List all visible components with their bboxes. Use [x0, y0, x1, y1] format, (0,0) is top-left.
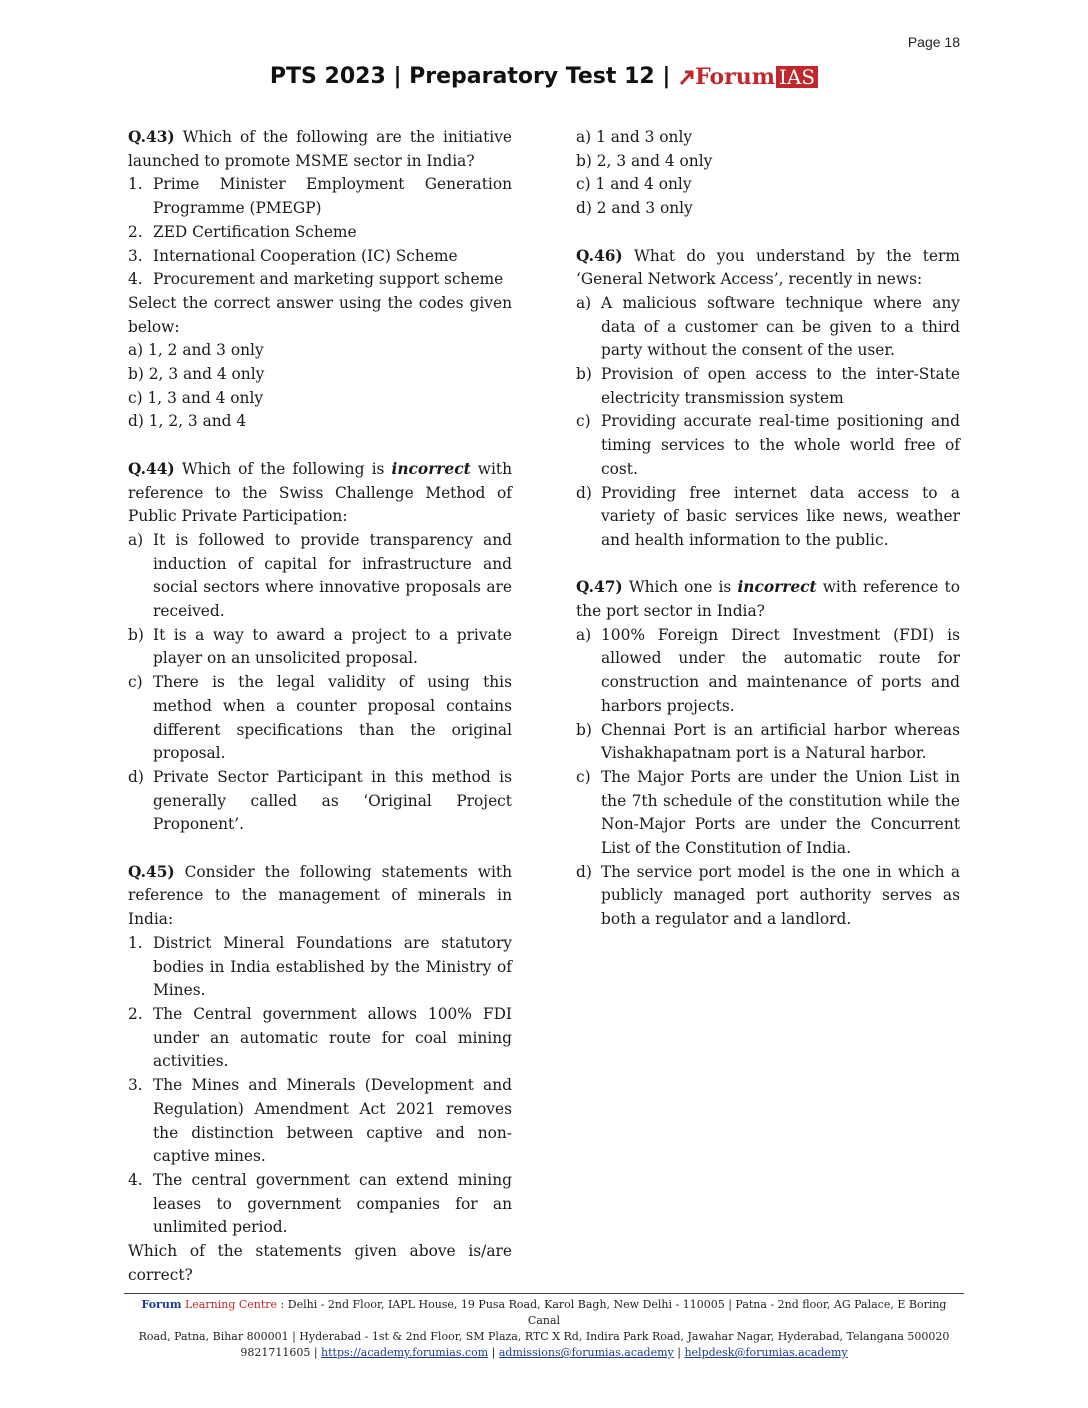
- item-text: There is the legal validity of using this method when a counter proposal contains different specifications than the original proposal.: [153, 673, 512, 763]
- question-item: [128, 671, 512, 766]
- answer-option[interactable]: a) 1 and 3 only: [576, 128, 693, 146]
- question-item: [576, 363, 960, 410]
- item-marker: c): [128, 673, 143, 692]
- item-text: Provision of open access to the inter-State electricity transmission system: [601, 365, 960, 407]
- item-marker: 1.: [128, 175, 143, 194]
- item-marker: b): [576, 365, 592, 384]
- answer-option[interactable]: c) 1, 3 and 4 only: [128, 388, 264, 407]
- question-item: [576, 292, 960, 363]
- item-text: Providing free internet data access to a variety of basic services like news, weather and health information to the public.: [601, 483, 960, 549]
- item-text: The service port model is the one in which a publicly managed port authority serves as both a regulator and a landlord.: [601, 862, 960, 929]
- answer-option[interactable]: b) 2, 3 and 4 only: [128, 365, 265, 384]
- item-marker: 2.: [128, 222, 143, 241]
- item-text: It is followed to provide transparency and induction of capital for infrastructure and social sectors where innovative proposals are received.: [153, 530, 512, 621]
- item-marker: d): [576, 862, 592, 881]
- question-stem: Which one is: [622, 578, 738, 597]
- question-stem-cont: with reference to the Swiss Challenge Method of Public Private Participation:: [128, 459, 512, 526]
- question-instruction: Which of the statements given above is/are correct?: [128, 1242, 512, 1284]
- logo-arrow-icon: [680, 69, 694, 85]
- question-item: [128, 766, 512, 837]
- footer-brand-forum: Forum: [141, 1298, 182, 1311]
- item-text: Prime Minister Employment Generation Programme (PMEGP): [153, 175, 512, 218]
- answer-option[interactable]: d) 1, 2, 3 and 4: [128, 412, 247, 431]
- item-marker: d): [128, 767, 144, 786]
- question-item: [576, 719, 960, 766]
- item-text: The Central government allows 100% FDI under an automatic route for coal mining activities.: [153, 1004, 512, 1071]
- question-item: [576, 766, 960, 861]
- question-text: [128, 458, 512, 529]
- logo-ias-text: IAS: [776, 66, 818, 88]
- item-text: Private Sector Participant in this method is generally called as ‘Original Project Proponent’.: [153, 767, 512, 834]
- item-text: Procurement and marketing support scheme: [153, 270, 504, 289]
- item-marker: b): [576, 720, 592, 739]
- question-text: [128, 861, 512, 932]
- question-stem: Which of the following is: [174, 459, 392, 478]
- item-marker: 4.: [128, 1170, 143, 1189]
- question-item: [128, 221, 512, 245]
- question-item: [576, 624, 960, 719]
- answer-option[interactable]: a) 1, 2 and 3 only: [128, 341, 264, 360]
- item-marker: c): [576, 767, 591, 786]
- item-text: The Major Ports are under the Union List in the 7th schedule of the constitution while the Non-Major Ports are under the Concurrent List of the Constitution of India.: [601, 767, 960, 858]
- header-title: PTS 2023 | Preparatory Test 12 |: [269, 64, 671, 89]
- question-item: [128, 1074, 512, 1169]
- footer-helpdesk-link[interactable]: helpdesk@forumias.academy: [684, 1346, 848, 1359]
- question-item: [128, 245, 512, 269]
- item-text: A malicious software technique where any data of a customer can be given to a third party without the consent of the user.: [601, 293, 960, 360]
- question-number: Q.47): [576, 578, 623, 597]
- question-text: [128, 126, 512, 173]
- question-item: [576, 482, 960, 553]
- question-block: [128, 458, 512, 837]
- item-marker: 1.: [128, 933, 143, 952]
- question-item: [128, 268, 512, 292]
- question-item: [128, 1169, 512, 1240]
- item-marker: 3.: [128, 246, 143, 265]
- item-text: The Mines and Minerals (Development and Regulation) Amendment Act 2021 removes the distinction between captive and non-captive mines.: [153, 1076, 512, 1166]
- question-block: [576, 576, 960, 932]
- question-number: Q.43): [128, 128, 175, 146]
- item-marker: 4.: [128, 270, 143, 289]
- question-stem-cont: with reference to the port sector in India?: [576, 578, 960, 621]
- footer-divider: [124, 1293, 964, 1294]
- item-text: It is a way to award a project to a private player on an unsolicited proposal.: [153, 625, 512, 668]
- question-stem: Consider the following statements with reference to the management of minerals in India:: [128, 862, 512, 929]
- item-text: Providing accurate real-time positioning and timing services to the whole world free of cost.: [601, 412, 960, 478]
- page-number: Page 18: [907, 34, 960, 50]
- question-stem: Which of the following are the initiative launched to promote MSME sector in India?: [128, 128, 512, 170]
- left-column: [128, 126, 512, 1287]
- question-item: [128, 1003, 512, 1074]
- question-emphasis: incorrect: [737, 578, 817, 597]
- footer-address-1: : Delhi - 2nd Floor, IAPL House, 19 Pusa Road, Karol Bagh, New Delhi - 110005 | Patna - 2nd floor, AG Palace, E Boring Canal: [277, 1298, 947, 1327]
- item-marker: c): [576, 412, 591, 431]
- question-text: [576, 245, 960, 292]
- item-text: 100% Foreign Direct Investment (FDI) is allowed under the automatic route for construction and maintenance of ports and harbors projects.: [601, 625, 960, 715]
- item-marker: a): [128, 530, 144, 549]
- page-footer: Forum Learning Centre : Delhi - 2nd Floor, IAPL House, 19 Pusa Road, Karol Bagh, New Delhi - 110005 | Patna - 2nd floor, AG Palace, E Boring Canal Road, Patna, Bihar 800001 | Hyderabad - 1st & 2nd Floor, SM Plaza, RTC X Rd, Indira Park Road, Jawahar Nagar, Hyderabad, Telangana 500020 9821711605 | https://academy.forumias.com | admissions@forumias.academy | helpdesk@forumias.academy: [124, 1297, 964, 1361]
- question-item: [128, 529, 512, 624]
- question-number: Q.46): [576, 246, 623, 265]
- question-stem: What do you understand by the term ‘General Network Access’, recently in news:: [576, 246, 960, 289]
- answer-option[interactable]: c) 1 and 4 only: [576, 175, 692, 194]
- question-number: Q.45): [128, 862, 175, 881]
- item-text: Chennai Port is an artificial harbor whereas Vishakhapatnam port is a Natural harbor.: [601, 720, 960, 763]
- item-text: ZED Certification Scheme: [153, 222, 357, 241]
- question-number: Q.44): [128, 459, 175, 478]
- footer-website-link[interactable]: https://academy.forumias.com: [321, 1346, 489, 1359]
- item-text: The central government can extend mining leases to government companies for an unlimited period.: [153, 1170, 512, 1237]
- item-marker: d): [576, 483, 592, 502]
- item-marker: a): [576, 625, 592, 644]
- item-marker: 2.: [128, 1004, 143, 1023]
- answer-option[interactable]: b) 2, 3 and 4 only: [576, 151, 713, 170]
- question-item: [128, 932, 512, 1003]
- question-instruction: Select the correct answer using the codes given below:: [128, 293, 512, 336]
- question-item: [576, 410, 960, 481]
- question-item: [128, 173, 512, 220]
- footer-brand-lc: Learning Centre: [181, 1298, 278, 1311]
- footer-phone: 9821711605 |: [240, 1346, 322, 1359]
- question-block: [128, 126, 512, 434]
- forumias-logo: [680, 64, 818, 90]
- right-column: [576, 126, 960, 956]
- question-block: [576, 245, 960, 553]
- footer-admissions-link[interactable]: admissions@forumias.academy: [498, 1346, 674, 1359]
- question-text: [576, 576, 960, 623]
- logo-forum-text: Forum: [695, 64, 776, 90]
- question-item: [576, 861, 960, 932]
- footer-address-2: Road, Patna, Bihar 800001 | Hyderabad - 1st & 2nd Floor, SM Plaza, RTC X Rd, Indira Park Road, Jawahar Nagar, Hyderabad, Telangana 500020: [138, 1330, 950, 1343]
- item-marker: b): [128, 625, 144, 644]
- question-block: [128, 861, 512, 1288]
- page-header: [0, 64, 1088, 90]
- item-marker: 3.: [128, 1076, 143, 1095]
- answer-option[interactable]: d) 2 and 3 only: [576, 199, 693, 218]
- q45-options: [576, 126, 960, 221]
- question-emphasis: incorrect: [391, 459, 471, 478]
- item-text: International Cooperation (IC) Scheme: [153, 246, 458, 265]
- item-text: District Mineral Foundations are statutory bodies in India established by the Ministry of Mines.: [153, 933, 512, 1000]
- question-item: [128, 624, 512, 671]
- item-marker: a): [576, 293, 592, 312]
